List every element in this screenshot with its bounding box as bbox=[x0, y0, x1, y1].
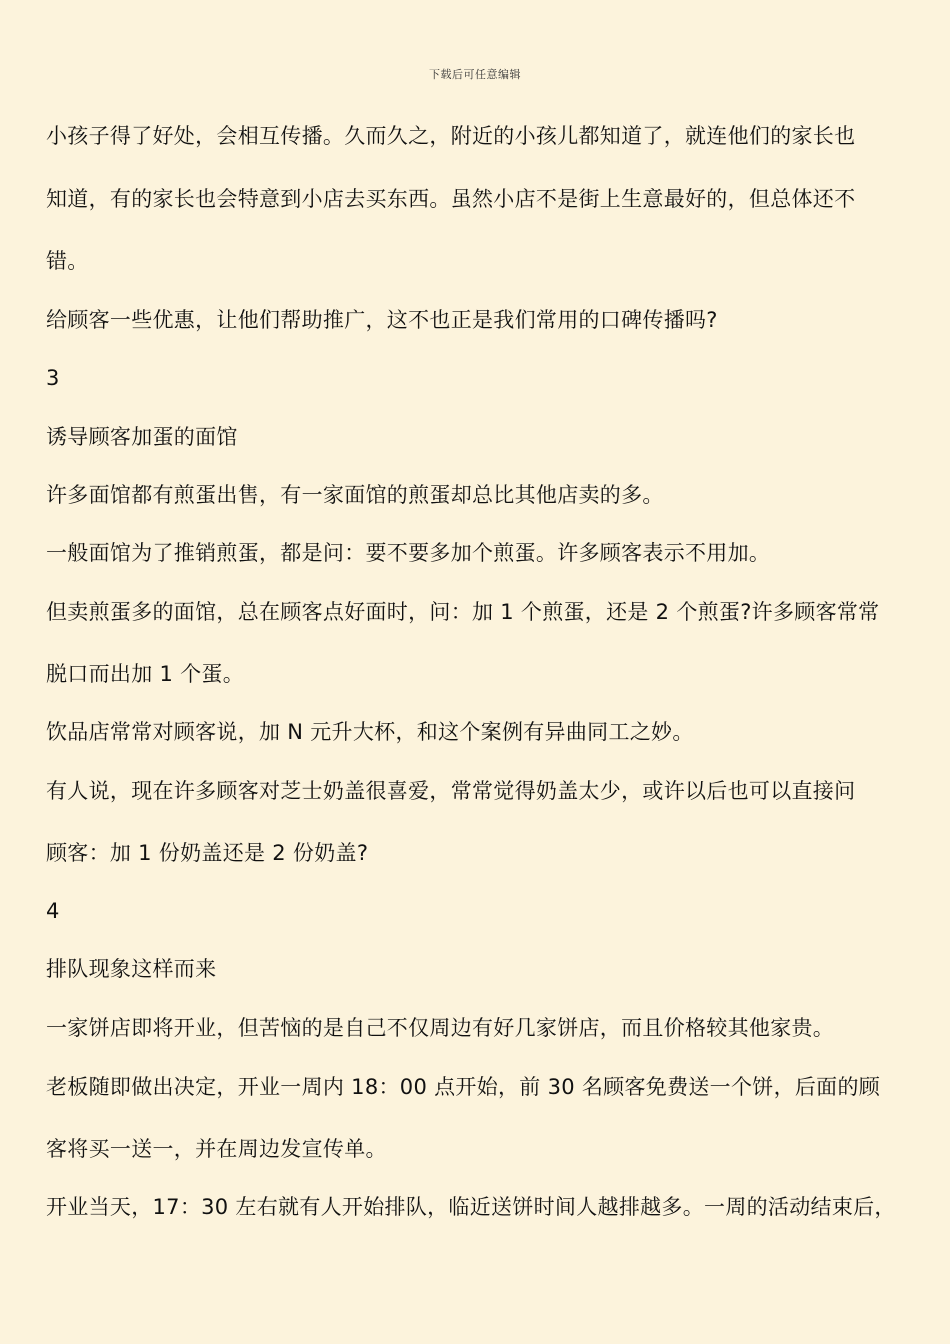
paragraph-line: 但卖煎蛋多的面馆，总在顾客点好面时，问：加 1 个煎蛋，还是 2 个煎蛋?许多顾客常常 bbox=[46, 600, 880, 624]
paragraph-line: 顾客：加 1 份奶盖还是 2 份奶盖? bbox=[46, 841, 369, 865]
paragraph-line: 一家饼店即将开业，但苦恼的是自己不仅周边有好几家饼店，而且价格较其他家贵。 bbox=[46, 1016, 835, 1040]
section-number: 4 bbox=[46, 899, 60, 923]
paragraph-line: 开业当天，17：30 左右就有人开始排队，临近送饼时间人越排越多。一周的活动结束后， bbox=[46, 1195, 896, 1219]
paragraph-line: 有人说，现在许多顾客对芝士奶盖很喜爱，常常觉得奶盖太少，或许以后也可以直接问 bbox=[46, 779, 856, 803]
paragraph-line: 许多面馆都有煎蛋出售，有一家面馆的煎蛋却总比其他店卖的多。 bbox=[46, 483, 664, 507]
paragraph-line: 给顾客一些优惠，让他们帮助推广，这不也正是我们常用的口碑传播吗? bbox=[46, 308, 718, 332]
paragraph-line: 老板随即做出决定，开业一周内 18：00 点开始，前 30 名顾客免费送一个饼，后面的顾 bbox=[46, 1075, 881, 1099]
paragraph-line: 饮品店常常对顾客说，加 N 元升大杯，和这个案例有异曲同工之妙。 bbox=[46, 720, 694, 744]
paragraph-line: 客将买一送一，并在周边发宣传单。 bbox=[46, 1137, 387, 1161]
section-number: 3 bbox=[46, 366, 60, 390]
page-header-note: 下载后可任意编辑 bbox=[429, 68, 521, 81]
paragraph-line: 小孩子得了好处，会相互传播。久而久之，附近的小孩儿都知道了，就连他们的家长也 bbox=[46, 124, 856, 148]
section-heading: 诱导顾客加蛋的面馆 bbox=[46, 425, 238, 449]
paragraph-line: 一般面馆为了推销煎蛋，都是问：要不要多加个煎蛋。许多顾客表示不用加。 bbox=[46, 541, 771, 565]
paragraph-line: 知道，有的家长也会特意到小店去买东西。虽然小店不是街上生意最好的，但总体还不 bbox=[46, 187, 856, 211]
paragraph-line: 错。 bbox=[46, 249, 89, 273]
section-heading: 排队现象这样而来 bbox=[46, 957, 217, 981]
paragraph-line: 脱口而出加 1 个蛋。 bbox=[46, 662, 245, 686]
